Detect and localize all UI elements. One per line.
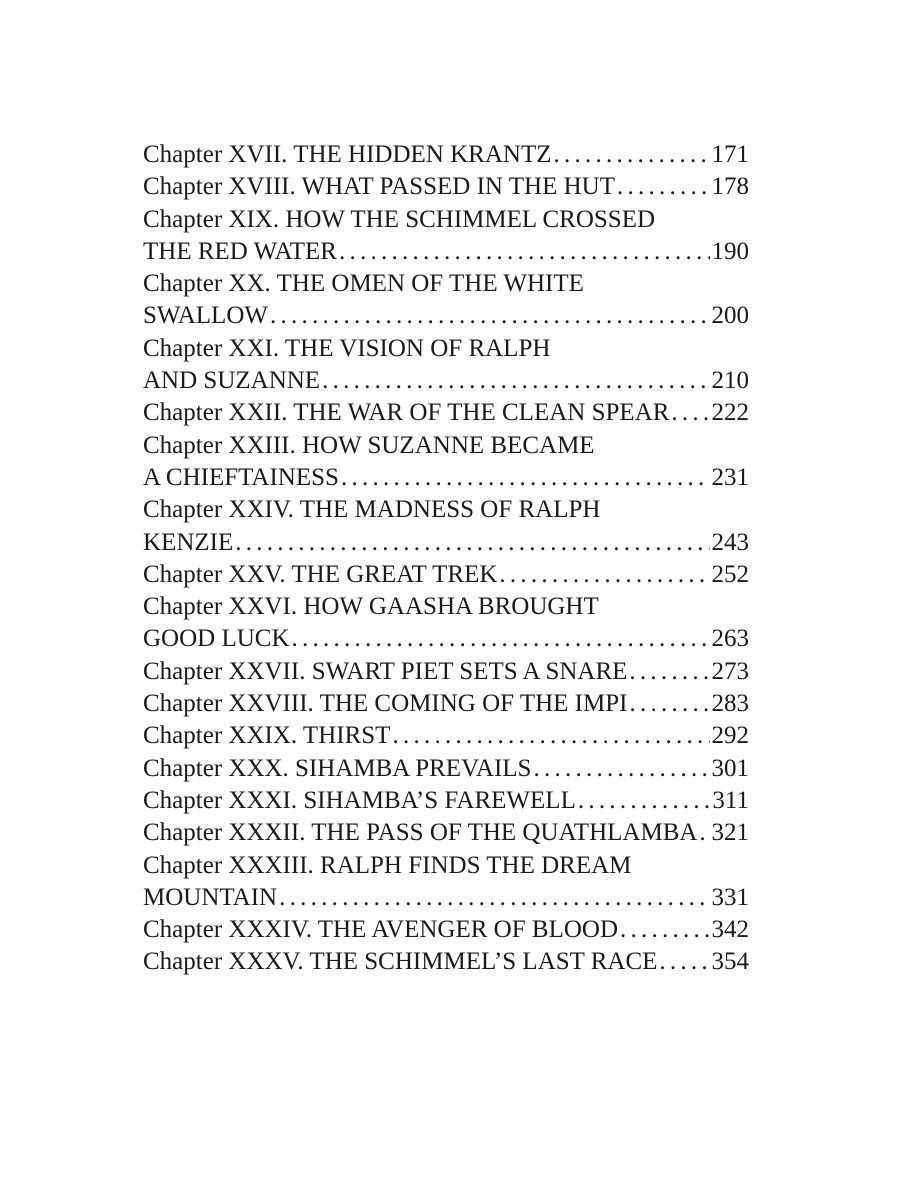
toc-line — [143, 462, 749, 494]
page-number: 321 — [711, 819, 749, 847]
chapter-title: Chapter XXVII. SWART PIET SETS A SNARE — [143, 657, 628, 685]
dot-leader — [659, 946, 709, 978]
dot-leader — [699, 817, 709, 849]
toc-entry — [143, 785, 749, 817]
chapter-title-continued: AND SUZANNE — [143, 367, 321, 395]
chapter-title: Chapter XXX. SIHAMBA PREVAILS — [143, 754, 532, 782]
toc-entry — [143, 559, 749, 591]
toc-line — [143, 591, 749, 623]
page-number: 311 — [712, 786, 749, 814]
toc-entry — [143, 946, 749, 978]
toc-entry — [143, 139, 749, 171]
toc-entry — [143, 656, 749, 688]
toc-entry — [143, 753, 749, 785]
page-number: 222 — [711, 399, 749, 427]
chapter-title: Chapter XXIV. THE MADNESS OF RALPH — [143, 496, 601, 524]
page-number: 263 — [711, 625, 749, 653]
page-number: 301 — [711, 754, 749, 782]
dot-leader — [578, 785, 711, 817]
toc-line — [143, 204, 749, 236]
toc-entry — [143, 591, 749, 656]
chapter-title: Chapter XXI. THE VISION OF RALPH — [143, 334, 551, 362]
toc-line — [143, 300, 749, 332]
dot-leader — [499, 559, 709, 591]
toc-entry — [143, 430, 749, 495]
toc-entry — [143, 850, 749, 915]
toc-line — [143, 946, 749, 978]
toc-entry — [143, 268, 749, 333]
page-number: 331 — [711, 883, 749, 911]
chapter-title: Chapter XVII. THE HIDDEN KRANTZ — [143, 141, 552, 168]
toc-line — [143, 623, 749, 655]
toc-entry — [143, 817, 749, 849]
toc-line — [143, 139, 749, 171]
toc-entry — [143, 494, 749, 559]
dot-leader — [292, 623, 710, 655]
chapter-title: Chapter XXXIV. THE AVENGER OF BLOOD — [143, 916, 618, 944]
chapter-title: Chapter XXIX. THIRST — [143, 722, 391, 750]
dot-leader — [629, 688, 709, 720]
dot-leader — [270, 300, 710, 332]
chapter-title: Chapter XXIII. HOW SUZANNE BECAME — [143, 431, 595, 459]
page-number: 273 — [711, 657, 749, 685]
dot-leader — [629, 656, 709, 688]
toc-line — [143, 365, 749, 397]
toc-line — [143, 882, 749, 914]
dot-leader — [617, 171, 710, 203]
toc-line — [143, 397, 749, 429]
page-number: 354 — [711, 948, 749, 976]
page-number: 171 — [711, 141, 749, 168]
toc-entry — [143, 171, 749, 203]
chapter-title-continued: A CHIEFTAINESS — [143, 463, 339, 491]
toc-entry — [143, 333, 749, 398]
chapter-title: Chapter XXVI. HOW GAASHA BROUGHT — [143, 593, 599, 621]
dot-leader — [341, 462, 710, 494]
chapter-title-continued: MOUNTAIN — [143, 883, 278, 911]
table-of-contents — [143, 139, 749, 979]
toc-line — [143, 688, 749, 720]
chapter-title: Chapter XXXIII. RALPH FINDS THE DREAM — [143, 851, 632, 879]
page-number: 210 — [711, 367, 749, 395]
page-number: 178 — [711, 173, 749, 201]
chapter-title: Chapter XXII. THE WAR OF THE CLEAN SPEAR — [143, 399, 670, 427]
toc-line — [143, 333, 749, 365]
toc-line — [143, 236, 749, 268]
toc-line — [143, 268, 749, 300]
toc-line — [143, 559, 749, 591]
dot-leader — [671, 397, 709, 429]
toc-line — [143, 494, 749, 526]
chapter-title: Chapter XX. THE OMEN OF THE WHITE — [143, 270, 584, 298]
dot-leader — [533, 753, 709, 785]
dot-leader — [279, 882, 709, 914]
toc-line — [143, 171, 749, 203]
toc-line — [143, 720, 749, 752]
dot-leader — [620, 914, 710, 946]
chapter-title-continued: GOOD LUCK — [143, 625, 290, 653]
chapter-title-continued: THE RED WATER — [143, 237, 337, 265]
toc-entry — [143, 688, 749, 720]
page-number: 231 — [711, 463, 749, 491]
toc-entry — [143, 397, 749, 429]
page-number: 342 — [711, 916, 749, 944]
chapter-title: Chapter XXXV. THE SCHIMMEL’S LAST RACE — [143, 948, 658, 976]
page-number: 252 — [711, 560, 749, 588]
toc-entry — [143, 914, 749, 946]
chapter-title: Chapter XXV. THE GREAT TREK — [143, 560, 498, 588]
page-number: 283 — [711, 690, 749, 718]
dot-leader — [339, 236, 710, 268]
dot-leader — [553, 139, 709, 171]
chapter-title: Chapter XXXII. THE PASS OF THE QUATHLAMBA — [143, 819, 698, 847]
chapter-title: Chapter XXVIII. THE COMING OF THE IMPI — [143, 690, 628, 718]
toc-line — [143, 914, 749, 946]
page-number: 292 — [711, 722, 749, 750]
page-number: 200 — [711, 302, 749, 330]
dot-leader — [235, 527, 709, 559]
toc-line — [143, 430, 749, 462]
page-number: 243 — [711, 528, 749, 556]
toc-line — [143, 817, 749, 849]
toc-line — [143, 850, 749, 882]
chapter-title: Chapter XVIII. WHAT PASSED IN THE HUT — [143, 173, 615, 201]
page-number: 190 — [711, 237, 749, 265]
dot-leader — [392, 720, 709, 752]
chapter-title-continued: SWALLOW — [143, 302, 268, 330]
toc-line — [143, 785, 749, 817]
chapter-title: Chapter XIX. HOW THE SCHIMMEL CROSSED — [143, 205, 656, 233]
chapter-title: Chapter XXXI. SIHAMBA’S FAREWELL — [143, 786, 576, 814]
toc-entry — [143, 204, 749, 269]
chapter-title-continued: KENZIE — [143, 528, 234, 556]
toc-line — [143, 753, 749, 785]
toc-entry — [143, 720, 749, 752]
toc-line — [143, 656, 749, 688]
dot-leader — [322, 365, 709, 397]
toc-line — [143, 527, 749, 559]
